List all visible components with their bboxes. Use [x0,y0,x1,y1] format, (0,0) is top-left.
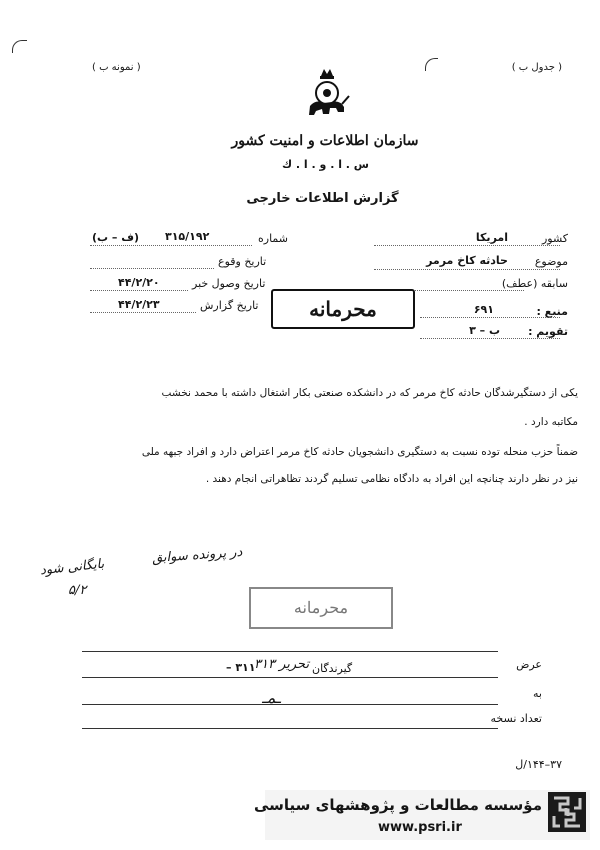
organization-code: س . ا . و . ا . ك [282,158,369,171]
source-value: ۶۹۱ [473,303,494,316]
source-dotted-line [420,317,560,318]
event-date-label: تاریخ وقوع [218,255,267,268]
recipients-label: گیرندگان [312,662,353,675]
form-label-left: ( نمونه ب ) [92,62,141,73]
recipients-value: ۳۱۱ – [226,661,256,674]
received-date-dotted-line [90,290,188,291]
handwritten-note-date: ۵/۲ [68,583,87,598]
institute-name: مؤسسه مطالعات و پژوهشهای سیاسی [253,796,542,814]
body-line-3: ضمناً حزب منحله توده نسبت به دستگیری دانشجویان حادثه کاخ مرمر اعتراض دارد و افراد جبهه ملی [141,446,578,458]
organization-name: سازمان اطلاعات و امنیت کشور [231,133,419,149]
subject-dotted-line [374,269,560,270]
country-value: امریکا [475,231,508,244]
subject-value: حادثه کاخ مرمر [426,254,508,267]
country-dotted-line [374,245,560,246]
body-line-1: یکی از دستگیرشدگان حادثه کاخ مرمر که در دانشکده صنعتی بکار اشتغال داشته با محمد نخشب [161,387,578,399]
form-label-right: ( جدول ب ) [511,62,562,73]
handwritten-note-archive: بایگانی شود [39,556,105,579]
handwritten-note-file: در پرونده سوابق [151,544,243,567]
precedent-label: سابقه (عطف) [501,277,568,290]
lion-and-sun-emblem-icon [302,66,352,122]
corner-mark-right [425,58,438,71]
faint-confidential-stamp: محرمانه [249,587,393,629]
report-date-value: ۴۴/۲/۲۳ [118,298,160,311]
to-label: عرض [516,658,542,671]
subject-label: موضوع [534,255,568,268]
number-label: شماره [258,232,289,245]
corner-mark-left [12,40,27,53]
copies-label: تعداد نسخه [490,712,542,725]
evaluation-dotted-line [420,338,560,339]
body-line-4: نیز در نظر دارند چنانچه این افراد به دادگاه نظامی تسلیم گردند تظاهراتی انجام دهند . [205,473,578,485]
event-date-dotted-line [90,268,214,269]
handwritten-scribble: ـمـ [262,688,281,707]
source-label: منبع : [536,305,568,318]
distribution-rule-2 [82,677,498,678]
evaluation-label: تقویم : [528,325,568,338]
cc-label: به [533,687,542,700]
distribution-rule-4 [82,728,498,729]
form-code: ۳۷–۱۴۴/ل [515,758,562,771]
report-title: گزارش اطلاعات خارجی [246,191,399,206]
number-value: ۳۱۵/۱۹۲ [165,230,210,243]
body-line-2: مکاتبه دارد . [524,416,578,428]
country-label: کشور [541,232,568,245]
institute-website[interactable]: www.psri.ir [378,820,462,835]
report-date-dotted-line [90,312,196,313]
confidential-stamp: محرمانه [271,289,415,329]
institute-logo-icon [548,792,586,832]
recipients-handwritten: تحریر ۳۱۳ [254,657,310,672]
received-date-label: تاریخ وصول خبر [192,277,266,290]
number-prefix: (ف – ب) [92,231,140,244]
distribution-top-rule [82,651,498,652]
evaluation-value: ب – ۳ [469,324,500,337]
number-dotted-line [90,245,252,246]
distribution-rule-3 [82,704,498,705]
received-date-value: ۴۴/۲/۲۰ [118,276,160,289]
report-date-label: تاریخ گزارش [200,299,259,312]
